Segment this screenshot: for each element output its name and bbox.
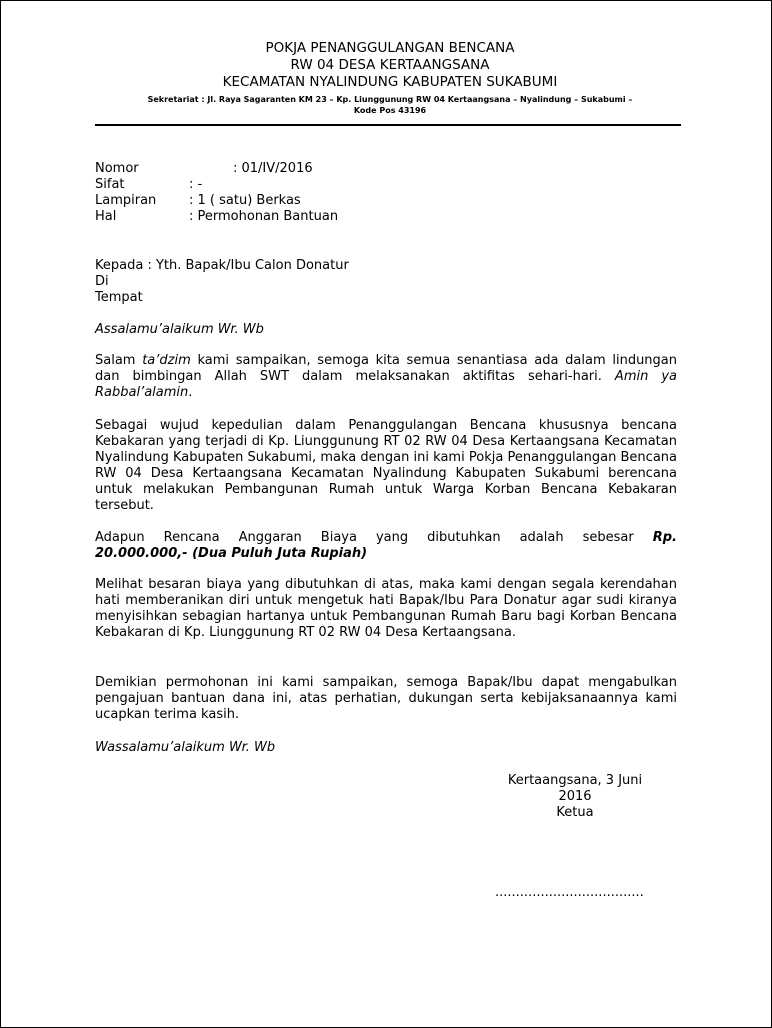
lampiran-label: Lampiran — [95, 193, 157, 208]
paragraph-4: Melihat besaran biaya yang dibutuhkan di atas, maka kami dengan segala kerendahan hati memberanikan diri untuk mengetuk hati Bapak/Ibu Para Donatur agar sudi kiranya menyisihkan sebagian hartanya untuk Pembangunan Rumah Baru bagi Korban Bencana Kebakaran di Kp. Liunggunung RT 02 RW 04 Desa Kertaangsana. — [95, 577, 677, 640]
opening-greeting: Assalamu’alaikum Wr. Wb — [95, 322, 264, 337]
recipient-tempat: Tempat — [95, 290, 143, 305]
header-line-1: POKJA PENANGGULANGAN BENCANA — [265, 40, 515, 56]
paragraph-2: Sebagai wujud kepedulian dalam Penanggulangan Bencana khususnya bencana Kebakaran yang terjadi di Kp. Liunggunung RT 02 RW 04 Desa Kertaangsana Kecamatan Nyalindung Kabupaten Sukabumi, maka dengan ini kami Pokja Penanggulangan Bencana RW 04 Desa Kertaangsana Kecamatan Nyalindung Kabupaten Sukabumi berencana untuk melakukan Pembangunan Rumah untuk Warga Korban Bencana Kebakaran tersebut. — [95, 418, 677, 513]
signature-role: Ketua — [556, 805, 594, 820]
recipient-kepada: Kepada : Yth. Bapak/Ibu Calon Donatur — [95, 258, 349, 273]
header-divider — [95, 124, 681, 126]
signature-year: 2016 — [558, 789, 592, 804]
lampiran-value: : 1 ( satu) Berkas — [189, 193, 301, 208]
hal-value: : Permohonan Bantuan — [189, 209, 339, 224]
nomor-value: : 01/IV/2016 — [233, 161, 313, 176]
sifat-value: : - — [189, 177, 203, 192]
secretariat-address: Sekretariat : Jl. Raya Sagaranten KM 23 – Kp. Liunggunung RW 04 Kertaangsana – Nyalindung – Sukabumi – — [147, 95, 633, 104]
paragraph-3-amount: 20.000.000,- (Dua Puluh Juta Rupiah) — [95, 546, 368, 561]
closing-greeting: Wassalamu’alaikum Wr. Wb — [95, 740, 276, 755]
paragraph-3-line-1: Adapun Rencana Anggaran Biaya yang dibutuhkan adalah sebesar Rp. — [95, 530, 677, 545]
recipient-di: Di — [95, 274, 109, 289]
sifat-label: Sifat — [95, 177, 125, 192]
signature-place-date: Kertaangsana, 3 Juni — [507, 773, 643, 788]
nomor-label: Nomor — [95, 161, 139, 176]
hal-label: Hal — [95, 209, 117, 224]
header-line-2: RW 04 DESA KERTAANGSANA — [290, 57, 490, 73]
signature-line: .................................... — [495, 885, 644, 900]
header-line-3: KECAMATAN NYALINDUNG KABUPATEN SUKABUMI — [222, 74, 558, 90]
paragraph-1: Salam ta’dzim kami sampaikan, semoga kita semua senantiasa ada dalam lindungan dan bimbingan Allah SWT dalam melaksanakan aktifitas sehari-hari. Amin ya Rabbal’alamin. — [95, 353, 678, 400]
secretariat-postcode: Kode Pos 43196 — [353, 106, 427, 115]
paragraph-5: Demikian permohonan ini kami sampaikan, semoga Bapak/Ibu dapat mengabulkan pengajuan bantuan dana ini, atas perhatian, dukungan serta kebijaksanaannya kami ucapkan terima kasih. — [95, 675, 677, 722]
